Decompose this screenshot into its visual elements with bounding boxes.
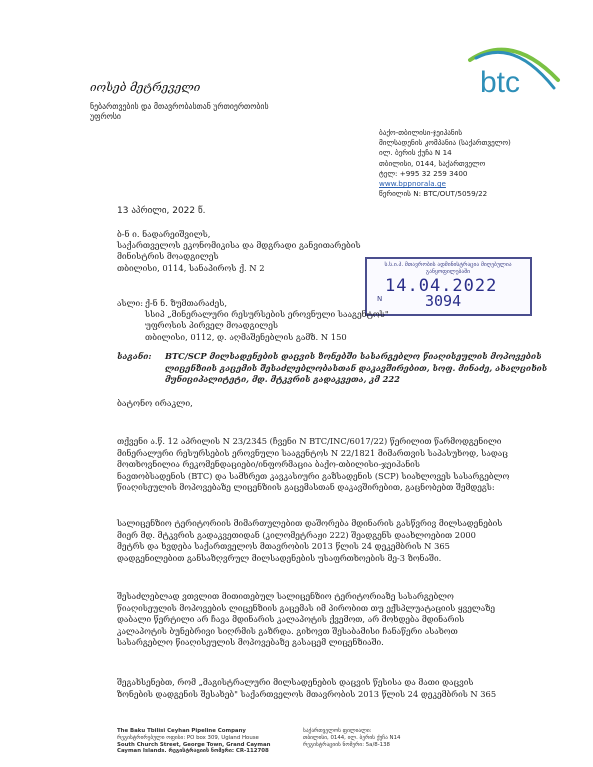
paragraph-line: მოთხოვნილია რეკომენდაციები/ინფორმაცია ბაქო-თბილისი-ჯეიჰანის: [117, 459, 420, 470]
recipient-line: თბილისი, 0114, სანაპიროს ქ. N 2: [117, 262, 265, 273]
salutation: ბატონო ირაკლი,: [117, 399, 193, 409]
footer-left: [117, 728, 287, 755]
paragraph-line: სასარგებლო წიაღისეულის მოპოვებაზე გასაცემ ლიცენზიაში.: [117, 637, 384, 648]
paragraph-line: მიერ მდ. მტკვრის გადაკვეთიდან (კილომეტრაჟი 222) შეადგენს დაახლოებით 2000: [117, 529, 476, 540]
subject-line: მუნიციპალიტეტი, მდ. მტკვრის გადაკვეთა, კმ 222: [165, 374, 400, 385]
company-line: ბაქო-თბილისი-ჯეიჰანის: [379, 128, 463, 137]
logo-text: btc: [480, 66, 521, 99]
paragraph-line: სალიცენზიო ტერიტორიის მიმართულებით დაშორება მდინარის გასწვრივ მილსადენების: [117, 518, 503, 528]
stamp-number-label: N: [377, 295, 383, 303]
btc-logo-icon: [462, 40, 562, 102]
company-line: ილ. ბერის ქუჩა N 14: [379, 148, 452, 158]
recipient-line: საქართველოს ეკონომიკისა და მდგრადი განვითარების: [117, 240, 361, 251]
body-paragraph: [117, 436, 559, 494]
paragraph-line: შეგახსენებთ, რომ „მაგისტრალური მილსადენების დაცვის წესისა და მათი დაცვის: [117, 677, 474, 687]
paragraph-line: დაბალი წერტილი არ ჩავა მდინარის კალაპოტის ქვემოთ, არ მოხდება მდინარის: [117, 614, 465, 625]
paragraph-line: წიაღისეულის მოპოვებაზე ლიცენზიის გაცემასთან დაკავშირებით, გაცნობებთ შემდეგს:: [117, 482, 495, 493]
footer-line: Cayman Islands. რეგისტრაციის ნომერი: CR-112708: [117, 748, 269, 755]
footer-line: საქართველოს ფილიალი:: [303, 728, 372, 734]
btc-logo: [462, 40, 562, 102]
cc-block: [145, 298, 395, 343]
company-phone: ტელ: +995 32 259 3400: [379, 168, 468, 178]
stamp-header: ს.ს.ი.პ. მთავრობის ადმინისტრაცია მიღებულია განყოფილებაში: [384, 262, 512, 275]
sender-name: იოსებ მეტრეველი: [90, 80, 201, 94]
paragraph-line: მეტრს და ხვდება საქართველოს მთავრობის 2013 წლის 24 დეკემბრის N 365: [117, 541, 450, 552]
paragraph-line: ნავთობსადენის (BTC) და სამხრეთ კავკასიური გაზსადენის (SCP) სიახლოვეს სასარგებლო: [117, 470, 510, 481]
body-paragraph: [117, 677, 559, 700]
footer-line: რეგისტრაციის ნომერი: 5a/8-138: [303, 741, 390, 748]
body-paragraph: [117, 518, 559, 564]
footer-line: South Church Street, George Town, Grand Cayman: [117, 741, 271, 748]
footer-company-name: The Baku Tbilisi Ceyhan Pipeline Company: [117, 728, 246, 734]
subject-line: ლიცენზიის გაცემის შესაძლებლობასთან დაკავშირებით, სოფ. მინაძე, ახალციხის: [165, 362, 548, 373]
cc-line: უფროსის პირველ მოადგილეს: [145, 320, 278, 331]
footer-line: თბილისი, 0144, ილ. ბერის ქუჩა N14: [303, 734, 401, 741]
company-line: მილსადენის კომპანია (საქართველო): [379, 138, 511, 148]
company-website-link[interactable]: www.bppnorala.ge: [379, 179, 446, 189]
paragraph-line: შესაძლებლად ვთვლით მითითებულ სალიცენზიო ტერიტორიაზე სასარგებლო: [117, 591, 454, 601]
paragraph-line: მინერალური რესურსების ეროვნული სააგენტოს N 22/1821 მიმართვის საპასუხოდ, სადაც: [117, 447, 508, 458]
body-paragraph: [117, 591, 559, 649]
subject-line: BTC/SCP მილსადენების დაცვის ზონებში სასარგებლო წიაღისეულის მოპოვების: [165, 351, 542, 361]
footer-right: [303, 728, 453, 748]
letter-date: 13 აპრილი, 2022 წ.: [117, 206, 206, 216]
company-address: [379, 128, 579, 199]
paragraph-line: კალაპოტის ბუნებრივი სიღრმის გაზრდა. გიხოვთ შესაბამისი ჩანაწერი ასახოთ: [117, 625, 458, 636]
stamp-date: 14.04.2022: [385, 276, 498, 296]
cc-line: თბილისი, 0112, დ. აღმაშენებლის გამზ. N 150: [145, 331, 347, 342]
cc-line: სსიპ „მინერალური რესურსების ეროვნული სააგენტოს": [145, 309, 389, 320]
subject-label: საგანი:: [117, 351, 152, 361]
stamp-number: 3094: [425, 292, 462, 310]
letter-reference: წერილის N: BTC/OUT/5059/22: [379, 189, 488, 199]
sender-role: [90, 102, 330, 122]
recipient-line: ბ-ნ ი. ნადარეიშვილს,: [117, 229, 211, 239]
sender-role-line: ნებართვების და მთავრობასთან ურთიერთობის: [90, 102, 269, 111]
recipient-line: მინისტრის მოადგილეს: [117, 251, 219, 262]
subject-text: [165, 351, 557, 386]
paragraph-line: წიაღისეულის მოპოვების ლიცენზიის გაცემას იმ პირობით თუ ექსპლუატაციის ყველაზე: [117, 602, 495, 613]
footer-line: რეგისტრირებული ოფისი: PO box 309, Ugland House: [117, 734, 259, 741]
sender-role-line: უფროსი: [90, 112, 121, 121]
cc-line: ქ-ნ ნ. ზუმთარაძეს,: [145, 298, 227, 308]
cc-label: ასლი:: [117, 298, 144, 308]
paragraph-line: ზონების დადგენის შესახებ" საქართველოს მთავრობის 2013 წლის 24 დეკემბრის N 365: [117, 688, 497, 699]
company-line: თბილისი, 0144, საქართველო: [379, 158, 486, 168]
paragraph-line: თქვენი ა.წ. 12 აპრილის N 23/2345 (ჩვენი N BTC/INC/6017/22) წერილით წარმოდგენილი: [117, 436, 502, 446]
paragraph-line: დადგენილებით განსაზღვრულ მილსადენების უსაფრთხოების მე-3 ზონაში.: [117, 552, 442, 563]
